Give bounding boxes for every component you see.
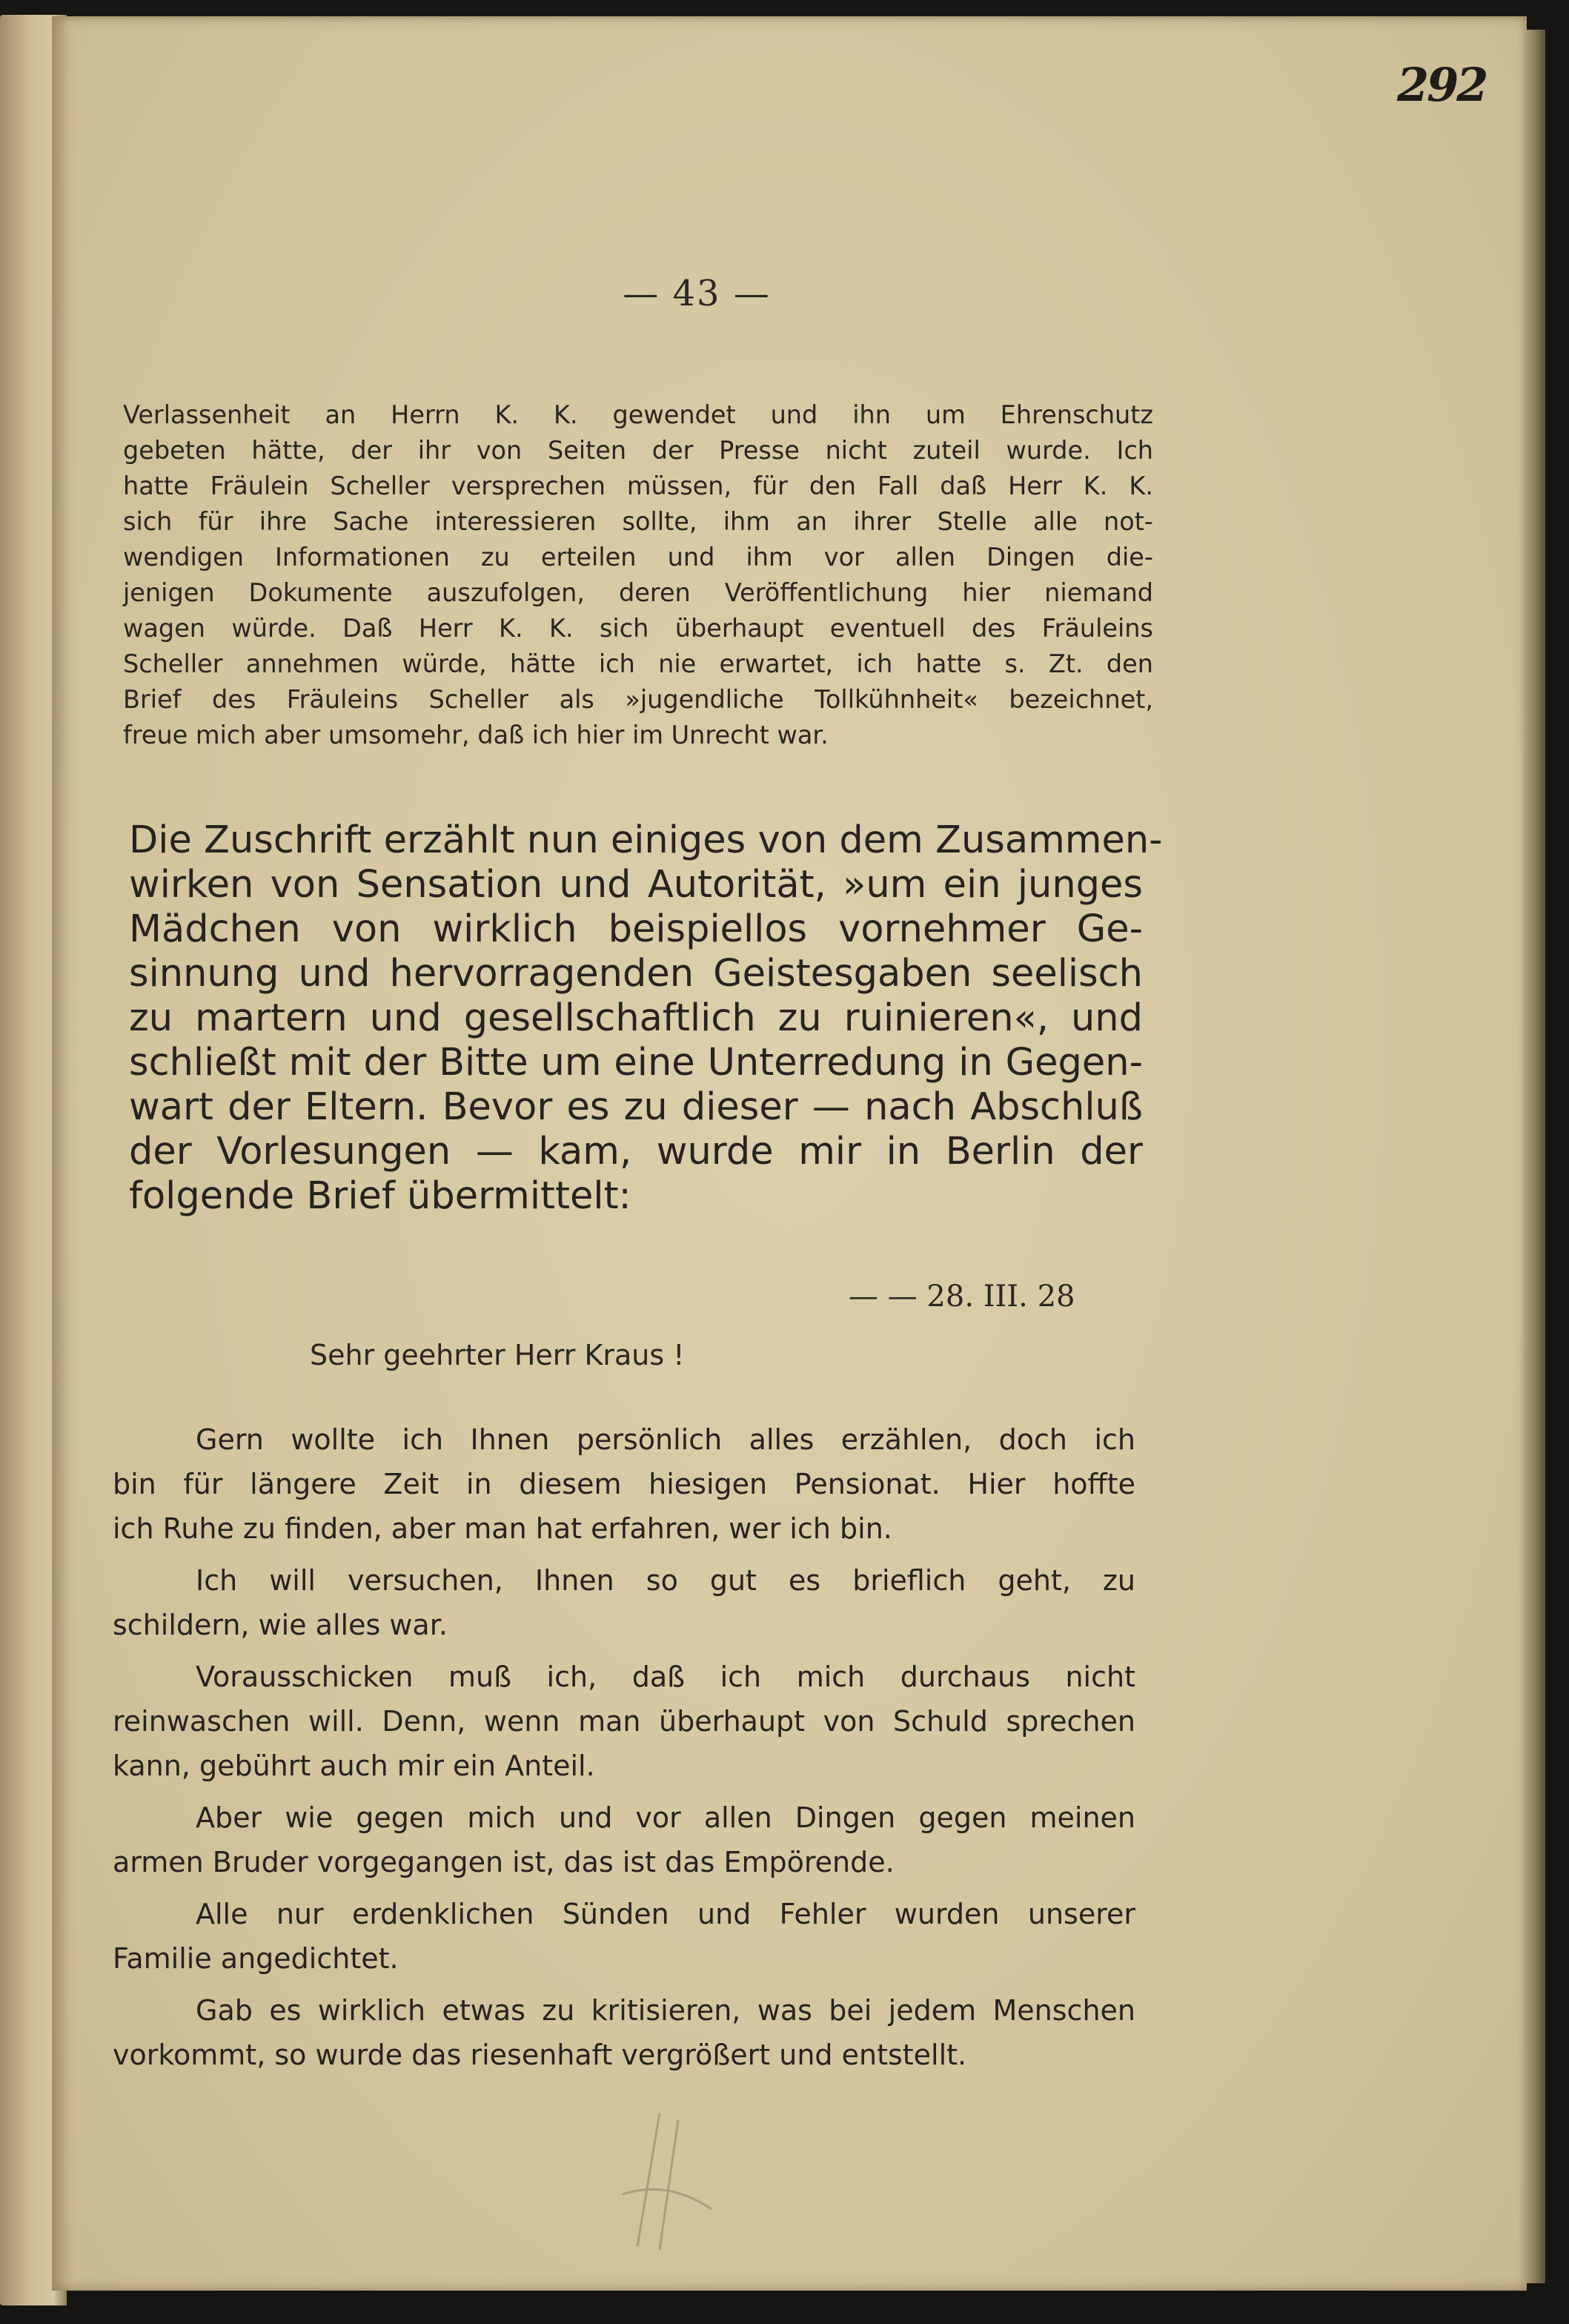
text-line: Mädchen von wirklich beispiellos vornehmer Ge- <box>129 907 1143 951</box>
text-line: schließt mit der Bitte um eine Unterredung in Gegen- <box>129 1041 1143 1085</box>
letter-paragraph <box>113 1795 1135 1884</box>
text-line: Vorausschicken muß ich, daß ich mich durchaus nicht <box>196 1661 1135 1693</box>
text-line: sich für ihre Sache interessieren sollte, ihm an ihrer Stelle alle not- <box>123 507 1153 536</box>
text-line: jenigen Dokumente auszufolgen, deren Veröffentlichung hier niemand <box>123 578 1153 607</box>
pencil-mark-icon <box>608 2105 726 2254</box>
text-line: wirken von Sensation und Autorität, »um ein junges <box>129 863 1143 907</box>
text-line: reinwaschen will. Denn, wenn man überhaupt von Schuld sprechen <box>113 1705 1135 1738</box>
text-line: sinnung und hervorragenden Geistesgaben seelisch <box>129 952 1143 996</box>
text-line: armen Bruder vorgegangen ist, das ist das Empörende. <box>113 1846 895 1878</box>
text-line: ich Ruhe zu finden, aber man hat erfahren, wer ich bin. <box>113 1512 892 1545</box>
letter-paragraph <box>113 1655 1135 1788</box>
text-line: wart der Eltern. Bevor es zu dieser — nach Abschluß <box>129 1085 1143 1129</box>
text-line: Gab es wirklich etwas zu kritisieren, was bei jedem Menschen <box>196 1994 1135 2027</box>
letter-salutation: Sehr geehrter Herr Kraus ! <box>310 1339 685 1371</box>
text-line: wendigen Informationen zu erteilen und ihm vor allen Dingen die- <box>123 543 1153 572</box>
text-line: bin für längere Zeit in diesem hiesigen Pensionat. Hier hoffte <box>113 1468 1135 1500</box>
letter-paragraph <box>113 1558 1135 1647</box>
text-line: zu martern und gesellschaftlich zu ruinieren«, und <box>129 996 1143 1040</box>
page-number: — 43 — <box>623 273 771 314</box>
intro-paragraph <box>123 397 1153 753</box>
main-paragraph <box>129 818 1163 1219</box>
text-line: Scheller annehmen würde, hätte ich nie erwartet, ich hatte s. Zt. den <box>123 649 1153 678</box>
text-line: der Vorlesungen — kam, wurde mir in Berlin der <box>129 1130 1143 1173</box>
letter-paragraph <box>113 1892 1135 1981</box>
text-line: Gern wollte ich Ihnen persönlich alles erzählen, doch ich <box>196 1423 1135 1456</box>
text-line: schildern, wie alles war. <box>113 1609 448 1641</box>
text-line: kann, gebührt auch mir ein Anteil. <box>113 1749 595 1782</box>
text-line: Ich will versuchen, Ihnen so gut es brieflich geht, zu <box>196 1564 1135 1597</box>
letter-paragraph <box>113 1417 1135 1551</box>
page-stack-edge <box>1523 30 1545 2283</box>
text-line: freue mich aber umsomehr, daß ich hier im Unrecht war. <box>123 721 829 749</box>
text-line: Alle nur erdenklichen Sünden und Fehler wurden unserer <box>196 1898 1135 1930</box>
text-line: Verlassenheit an Herrn K. K. gewendet und ihn um Ehrenschutz <box>123 400 1153 429</box>
letter-paragraph <box>113 1988 1135 2077</box>
handwritten-folio-number: 292 <box>1397 58 1487 112</box>
letter-date: — — 28. III. 28 <box>849 1279 1075 1314</box>
text-line: Die Zuschrift erzählt nun einiges von dem Zusammen- <box>129 818 1163 862</box>
text-line: gebeten hätte, der ihr von Seiten der Presse nicht zuteil wurde. Ich <box>123 436 1153 465</box>
text-line: Brief des Fräuleins Scheller als »jugendliche Tollkühnheit« bezeichnet, <box>123 685 1153 714</box>
text-line: hatte Fräulein Scheller versprechen müssen, für den Fall daß Herr K. K. <box>123 471 1153 500</box>
text-line: wagen würde. Daß Herr K. K. sich überhaupt eventuell des Fräuleins <box>123 614 1153 643</box>
text-line: vorkommt, so wurde das riesenhaft vergrößert und entstellt. <box>113 2039 967 2071</box>
text-line: Aber wie gegen mich und vor allen Dingen gegen meinen <box>196 1801 1135 1834</box>
text-line: folgende Brief übermittelt: <box>129 1174 631 1218</box>
text-line: Familie angedichtet. <box>113 1942 399 1975</box>
letter-body <box>113 1417 1135 2085</box>
